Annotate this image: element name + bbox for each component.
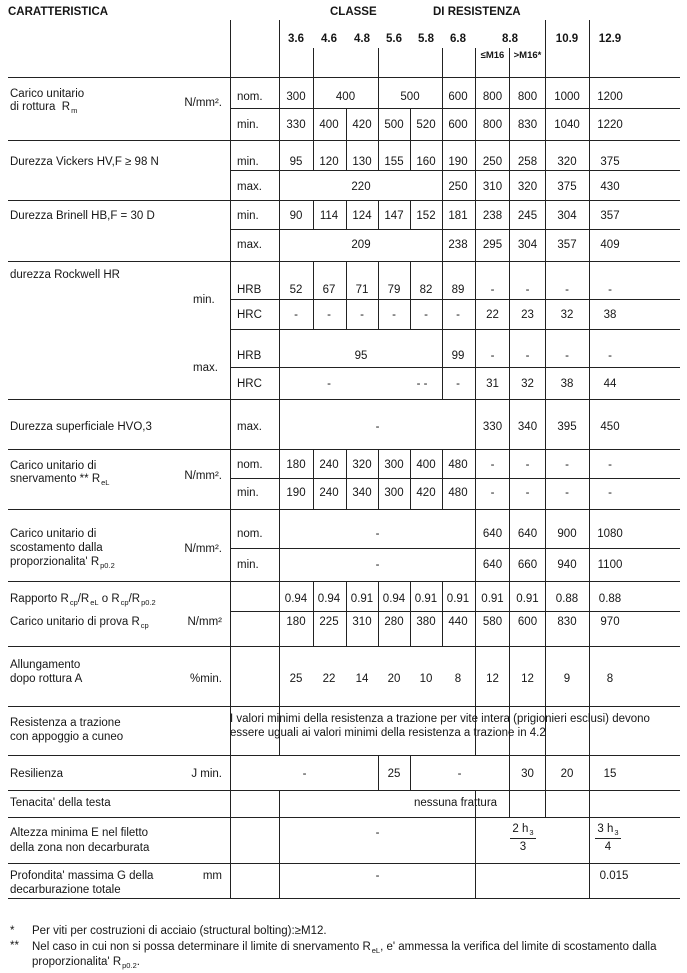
row-label: scostamento dalla xyxy=(10,542,103,554)
hrb-label: HRB xyxy=(237,284,262,296)
cell: 1040 xyxy=(554,119,580,131)
cell: 500 xyxy=(400,91,420,103)
cell: 0.91 xyxy=(446,593,470,605)
max-label: max. xyxy=(237,181,262,193)
row-label: Resistenza a trazione xyxy=(10,717,121,729)
cell: 320 xyxy=(557,156,577,168)
row-label: snervamento ** $R_{eL}$ xyxy=(10,473,110,487)
cell: 420 xyxy=(416,487,436,499)
cell: 0.91 xyxy=(516,593,539,605)
cell: - xyxy=(525,459,530,471)
cell: 340 xyxy=(517,421,538,433)
cell: 430 xyxy=(600,181,620,193)
cell: - xyxy=(565,284,569,296)
cell: 830 xyxy=(517,119,538,131)
cell: - xyxy=(565,350,569,362)
cell: 0.94 xyxy=(382,593,406,605)
row-label: dopo rottura A xyxy=(10,673,83,685)
cell: - xyxy=(608,350,612,362)
cell: 180 xyxy=(286,616,306,628)
cell: 82 xyxy=(419,284,433,296)
cell: 22 xyxy=(486,309,499,321)
cell: 38 xyxy=(560,378,574,390)
cell: - xyxy=(456,378,460,390)
note-2-mark: ** xyxy=(10,940,19,952)
cell: - xyxy=(375,528,380,540)
cell: 20 xyxy=(387,673,401,685)
hrc-label: HRC xyxy=(237,378,262,390)
cell: 300 xyxy=(384,487,404,499)
cell: 395 xyxy=(557,421,577,433)
min-label: min. xyxy=(237,487,259,499)
cell: 400 xyxy=(416,459,436,471)
cell: 245 xyxy=(517,210,538,222)
cell: 304 xyxy=(517,239,538,251)
row-label: di rottura $R_m$ xyxy=(10,101,78,115)
cell: 130 xyxy=(352,156,372,168)
cell: - xyxy=(375,870,380,882)
row-label: Durezza Brinell HB,F = 30 D xyxy=(10,210,155,222)
header-classe: CLASSE xyxy=(330,6,377,18)
cell: 300 xyxy=(286,91,306,103)
row-unit: N/mm². xyxy=(184,97,222,109)
cell: - xyxy=(392,309,396,321)
cell: 190 xyxy=(286,487,306,499)
cell: - xyxy=(327,309,331,321)
note-1-text: Per viti per costruzioni di acciaio (structural bolting):≥M12. xyxy=(32,925,327,937)
class-10-9: 10.9 xyxy=(555,33,579,45)
cell: 1100 xyxy=(597,559,623,571)
cell: 25 xyxy=(289,673,303,685)
cell: 1000 xyxy=(554,91,580,103)
cell: 0.91 xyxy=(350,593,374,605)
row-label: Carico unitario di xyxy=(10,460,97,472)
note-1-mark: * xyxy=(10,925,15,937)
max-label: max. xyxy=(237,421,262,433)
cell: 181 xyxy=(448,210,468,222)
row-label: durezza Rockwell HR xyxy=(10,269,120,281)
cell: 23 xyxy=(521,309,534,321)
cell: 250 xyxy=(448,181,468,193)
cell: 375 xyxy=(557,181,577,193)
cell: 640 xyxy=(482,559,503,571)
cell: 225 xyxy=(319,616,339,628)
hrc-label: HRC xyxy=(237,309,262,321)
cell: 1200 xyxy=(597,91,623,103)
cell: 970 xyxy=(600,616,620,628)
row-label: Durezza Vickers HV,F ≥ 98 N xyxy=(10,156,159,168)
cell: - xyxy=(302,768,307,780)
cell: 375 xyxy=(600,156,620,168)
cell: 38 xyxy=(603,309,617,321)
cell: 640 xyxy=(517,528,538,540)
cell: 480 xyxy=(448,459,468,471)
cell: 114 xyxy=(319,210,339,222)
note-2-text: Nel caso in cui non si possa determinare il limite di snervamento $R_{eL}$, e' ammessa la verifica del limite di scostamento dalla proporzionalita' $R_{p0.2}$. xyxy=(32,941,657,970)
cell: 357 xyxy=(600,210,620,222)
cell: 124 xyxy=(352,210,372,222)
cell: 99 xyxy=(451,350,465,362)
cell: 280 xyxy=(384,616,404,628)
cell: 600 xyxy=(448,91,468,103)
cuneo-text: essere uguali ai valori minimi della resistenza a trazione in 4.2 xyxy=(230,727,546,739)
row-label: Rapporto $R_{cp}/R_{eL}$ o $R_{cp}/R_{p0.2}$ xyxy=(10,593,156,607)
header-di-resistenza: DI RESISTENZA xyxy=(433,6,521,18)
row-label: Allungamento xyxy=(10,659,81,671)
fraction-3h3-4: 3 $h_3$ 4 xyxy=(595,823,621,854)
cell: 155 xyxy=(384,156,404,168)
cell: 147 xyxy=(384,210,404,222)
sub-gt-m16: >M16* xyxy=(513,50,542,61)
cell: 32 xyxy=(521,378,534,390)
cell: 8 xyxy=(454,673,462,685)
cell: 32 xyxy=(560,309,574,321)
row-label: con appoggio a cuneo xyxy=(10,731,124,743)
cell: 120 xyxy=(319,156,339,168)
cell: 0.94 xyxy=(284,593,308,605)
class-5-8: 5.8 xyxy=(418,33,434,45)
cell: - xyxy=(375,559,380,571)
cell: 660 xyxy=(517,559,538,571)
cell: 380 xyxy=(416,616,436,628)
row-label: Altezza minima E nel filetto xyxy=(10,827,149,839)
cell: 190 xyxy=(448,156,468,168)
cell: 0.88 xyxy=(598,593,622,605)
class-6-8: 6.8 xyxy=(450,33,466,45)
row-label: Carico unitario xyxy=(10,88,85,100)
min-label: min. xyxy=(237,156,259,168)
row-label: Tenacita' della testa xyxy=(10,797,111,809)
cell: 600 xyxy=(448,119,468,131)
max-label: max. xyxy=(193,362,218,374)
cell: 30 xyxy=(521,768,534,780)
cell: 310 xyxy=(482,181,503,193)
cell: - xyxy=(456,309,460,321)
cell: 90 xyxy=(289,210,303,222)
min-label: min. xyxy=(237,119,259,131)
nom-label: nom. xyxy=(237,528,263,540)
cell: - xyxy=(360,309,364,321)
row-unit: N/mm². xyxy=(184,543,222,555)
header-title: CARATTERISTICA xyxy=(8,6,109,18)
class-3-6: 3.6 xyxy=(288,33,304,45)
cell: 500 xyxy=(384,119,404,131)
cell: 240 xyxy=(319,459,339,471)
cell: nessuna frattura xyxy=(413,797,498,809)
cell: 400 xyxy=(319,119,339,131)
cell: - xyxy=(608,487,612,499)
row-unit: J min. xyxy=(191,768,222,780)
cuneo-text: I valori minimi della resistenza a trazione per vite intera (prigionieri esclusi) devono xyxy=(230,713,650,725)
cell: - xyxy=(565,487,569,499)
cell: 20 xyxy=(560,768,574,780)
cell: 304 xyxy=(557,210,577,222)
cell: 95 xyxy=(289,156,303,168)
row-label: della zona non decarburata xyxy=(10,842,150,854)
cell: 9 xyxy=(563,673,571,685)
class-4-6: 4.6 xyxy=(321,33,337,45)
cell: 520 xyxy=(416,119,436,131)
cell: - xyxy=(525,284,530,296)
cell: 600 xyxy=(517,616,538,628)
sub-le-m16: ≤M16 xyxy=(480,50,505,61)
cell: 0.91 xyxy=(414,593,438,605)
cell: 160 xyxy=(416,156,436,168)
min-label: min. xyxy=(237,559,259,571)
cell: 310 xyxy=(352,616,372,628)
cell: 22 xyxy=(322,673,336,685)
cell: 480 xyxy=(448,487,468,499)
row-label: Durezza superficiale HVO,3 xyxy=(10,421,152,433)
cell: 357 xyxy=(557,239,577,251)
cell: 300 xyxy=(384,459,404,471)
cell: 95 xyxy=(354,350,368,362)
cell: 640 xyxy=(482,528,503,540)
cell: 330 xyxy=(286,119,306,131)
cell: - xyxy=(608,284,612,296)
cell: 320 xyxy=(352,459,372,471)
cell: 340 xyxy=(352,487,372,499)
class-8-8: 8.8 xyxy=(502,33,518,45)
class-4-8: 4.8 xyxy=(354,33,370,45)
cell: 220 xyxy=(351,181,371,193)
cell: - xyxy=(424,309,428,321)
cell: - xyxy=(375,421,380,433)
row-unit: N/mm². xyxy=(184,470,222,482)
min-label: min. xyxy=(237,210,259,222)
cell: - xyxy=(490,487,495,499)
cell: 71 xyxy=(355,284,369,296)
cell: 250 xyxy=(482,156,503,168)
row-label: decarburazione totale xyxy=(10,884,121,896)
cell: 1080 xyxy=(597,528,623,540)
cell: - xyxy=(327,378,331,390)
hrb-label: HRB xyxy=(237,350,262,362)
cell: - - xyxy=(416,378,428,390)
cell: 31 xyxy=(486,378,499,390)
nom-label: nom. xyxy=(237,91,263,103)
cell: 330 xyxy=(482,421,503,433)
cell: 12 xyxy=(521,673,534,685)
cell: 25 xyxy=(387,768,401,780)
cell: 800 xyxy=(482,119,503,131)
row-label: Carico unitario di xyxy=(10,528,97,540)
cell: 295 xyxy=(482,239,503,251)
cell: - xyxy=(490,459,495,471)
row-unit: %min. xyxy=(190,673,222,685)
cell: 52 xyxy=(289,284,303,296)
nom-label: nom. xyxy=(237,459,263,471)
cell: 89 xyxy=(451,284,465,296)
class-12-9: 12.9 xyxy=(598,33,622,45)
cell: 320 xyxy=(517,181,538,193)
min-label: min. xyxy=(193,294,215,306)
cell: 79 xyxy=(387,284,401,296)
cell: - xyxy=(294,309,298,321)
row-label: Profondita' massima G della xyxy=(10,870,154,882)
cell: 940 xyxy=(557,559,577,571)
cell: - xyxy=(608,459,612,471)
class-5-6: 5.6 xyxy=(386,33,402,45)
row-label: proporzionalita' $R_{p0.2}$ xyxy=(10,556,115,570)
cell: 258 xyxy=(517,156,538,168)
cell: 440 xyxy=(448,616,468,628)
cell: 12 xyxy=(486,673,499,685)
cell: 830 xyxy=(557,616,577,628)
cell: - xyxy=(525,487,530,499)
cell: 15 xyxy=(603,768,617,780)
cell: 44 xyxy=(603,378,617,390)
cell: 409 xyxy=(600,239,620,251)
cell: 800 xyxy=(517,91,538,103)
cell: 1220 xyxy=(597,119,623,131)
cell: 0.88 xyxy=(555,593,579,605)
cell: 14 xyxy=(355,673,369,685)
cell: 8 xyxy=(606,673,614,685)
cell: 0.015 xyxy=(599,870,629,882)
cell: 10 xyxy=(419,673,433,685)
cell: 0.91 xyxy=(481,593,504,605)
cell: 450 xyxy=(600,421,620,433)
cell: - xyxy=(490,350,495,362)
cell: 67 xyxy=(322,284,336,296)
cell: 800 xyxy=(482,91,503,103)
fraction-2h3-3: 2 $h_3$ 3 xyxy=(510,823,536,854)
cell: 400 xyxy=(335,91,356,103)
cell: 900 xyxy=(557,528,577,540)
max-label: max. xyxy=(237,239,262,251)
cell: 180 xyxy=(286,459,306,471)
cell: 152 xyxy=(416,210,436,222)
cell: - xyxy=(525,350,530,362)
cell: 240 xyxy=(319,487,339,499)
cell: 209 xyxy=(351,239,371,251)
cell: - xyxy=(490,284,495,296)
cell: - xyxy=(375,827,380,839)
row-label: Resilienza xyxy=(10,768,64,780)
cell: 580 xyxy=(482,616,503,628)
cell: 420 xyxy=(352,119,372,131)
cell: 0.94 xyxy=(317,593,341,605)
row-unit: mm xyxy=(202,870,222,882)
row-label: Carico unitario di prova $R_{cp}$ xyxy=(10,616,149,630)
row-unit: N/mm² xyxy=(187,616,222,628)
cell: 238 xyxy=(448,239,468,251)
cell: - xyxy=(565,459,569,471)
cell: - xyxy=(457,768,462,780)
cell: 238 xyxy=(482,210,503,222)
